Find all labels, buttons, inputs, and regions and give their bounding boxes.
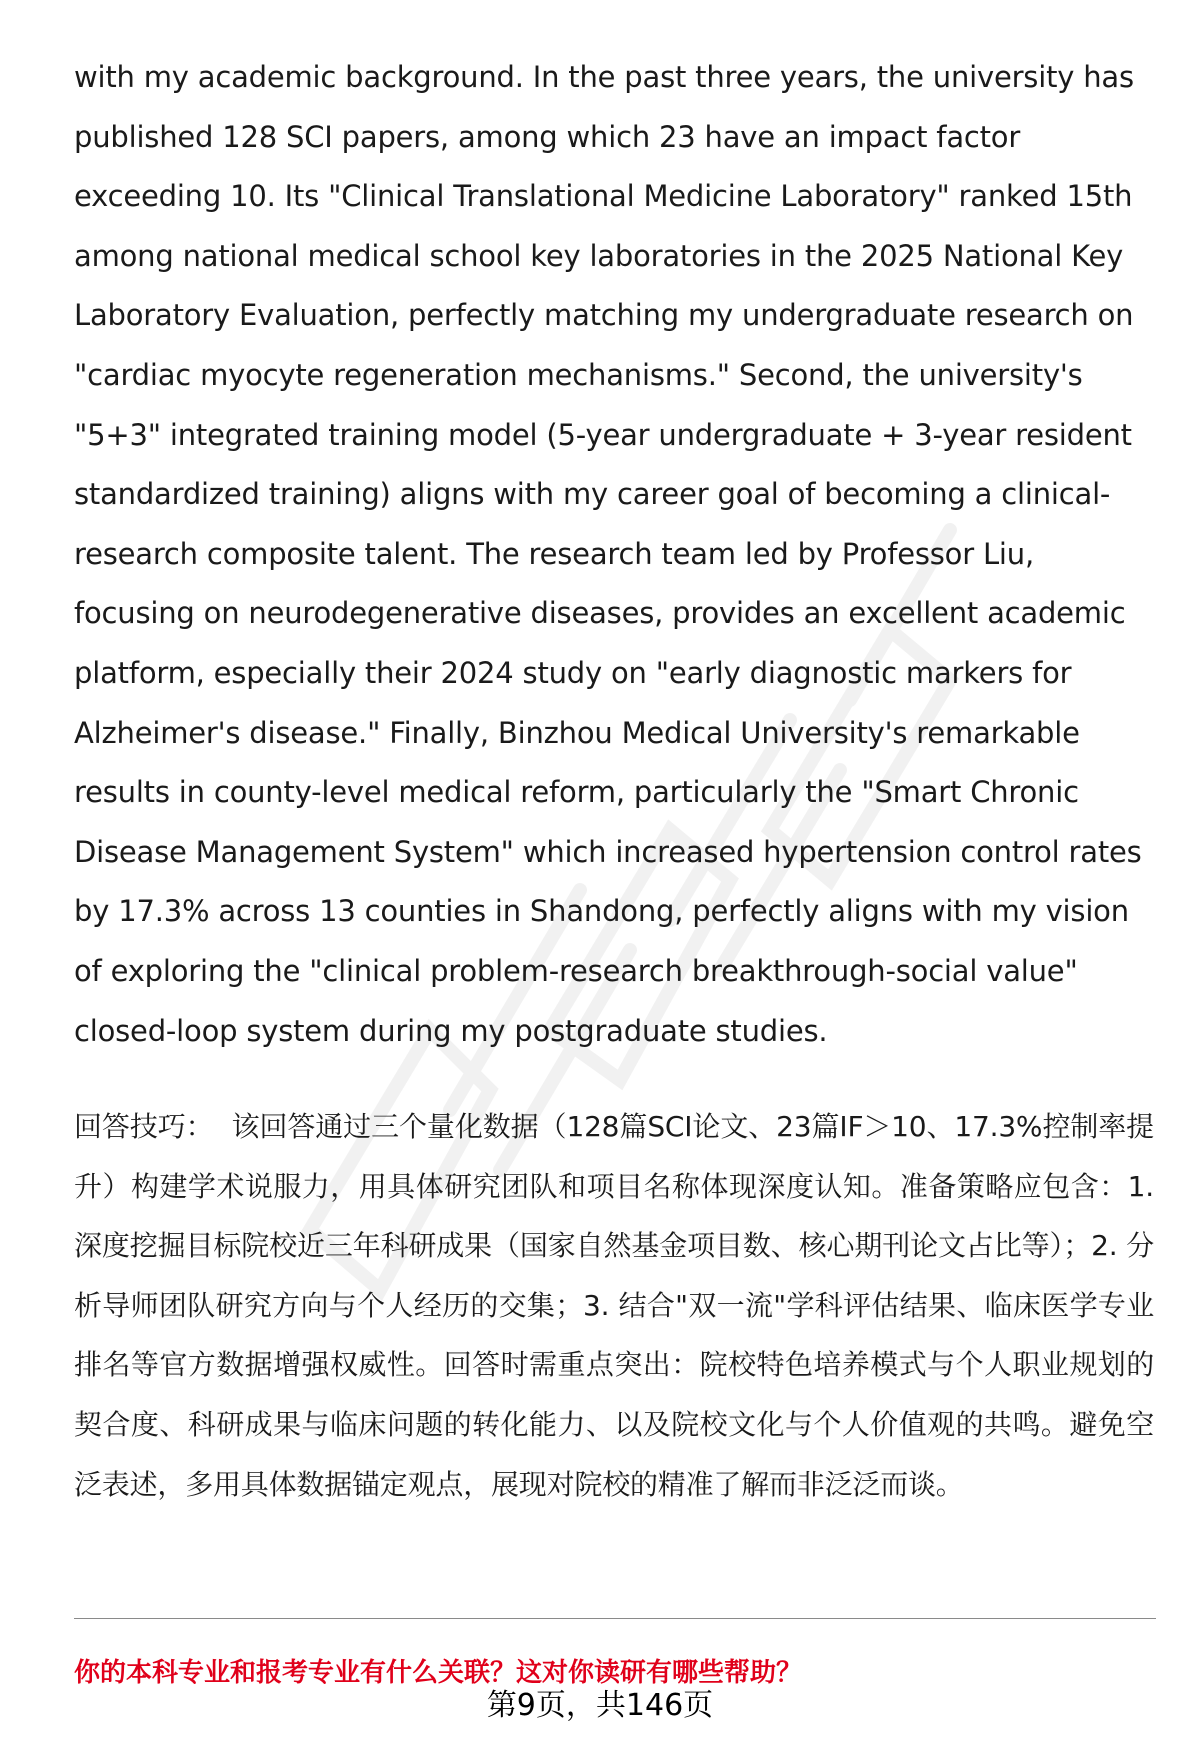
- next-question-heading: 你的本科专业和报考专业有什么关联？这对你读研有哪些帮助？: [74, 1658, 803, 1688]
- section-divider: [74, 1618, 1156, 1619]
- tips-label: 回答技巧：: [74, 1110, 214, 1144]
- page-number: 第9页，共146页: [486, 1688, 714, 1723]
- answer-paragraph: with my academic background. In the past three years, the university has published 128 SCI papers, among which 23 have an impact factor exceeding 10. Its "Clinical Translational Medicine Laboratory" ranked 15th among national medical school key laboratories in the 2025 National Key Laboratory Evaluation, perfectly matching my undergraduate research on "cardiac myocyte regeneration mechanisms." Second, the university's "5+3" integrated training model (5-year undergraduate + 3-year resident standardized training) aligns with my career goal of becoming a clinical-research composite talent. The research team led by Professor Liu, focusing on neurodegenerative diseases, provides an excellent academic platform, especially their 2024 study on "early diagnostic markers for Alzheimer's disease." Finally, Binzhou Medical University's remarkable results in county-level medical reform, particularly the "Smart Chronic Disease Management System" which increased hypertension control rates by 17.3% across 13 counties in Shandong, perfectly aligns with my vision of exploring the "clinical problem-research breakthrough-social value" closed-loop system during my postgraduate studies.: [74, 60, 1142, 1048]
- page-content: [74, 48, 1154, 1514]
- tips-paragraph: [74, 1097, 1154, 1514]
- tips-text: 该回答通过三个量化数据（128篇SCI论文、23篇IF＞10、17.3%控制率提升）构建学术说服力，用具体研究团队和项目名称体现深度认知。准备策略应包含：1. 深度挖掘目标院校近三年科研成果（国家自然基金项目数、核心期刊论文占比等）；2. 分析导师团队研究方向与个人经历的交集；3. 结合"双一流"学科评估结果、临床医学专业排名等官方数据增强权威性。回答时需重点突出：院校特色培养模式与个人职业规划的契合度、科研成果与临床问题的转化能力、以及院校文化与个人价值观的共鸣。避免空泛表述，多用具体数据锚定观点，展现对院校的精准了解而非泛泛而谈。: [74, 1110, 1154, 1501]
